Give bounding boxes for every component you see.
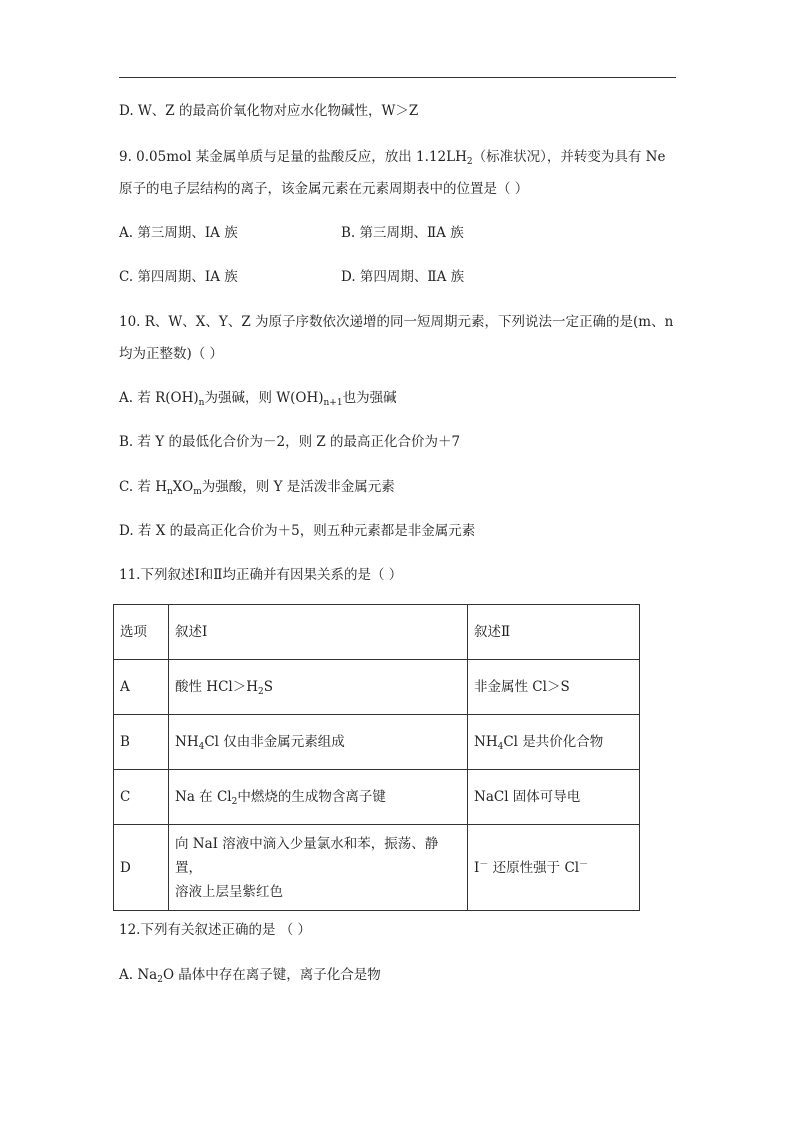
table-header-row [114,605,640,660]
q8-option-d: D. W、Z 的最高价氧化物对应水化物碱性，W＞Z [119,103,419,119]
table-row [114,825,640,911]
header-rule [119,77,676,78]
table-cell-statement-1: 向 NaI 溶液中滴入少量氯水和苯，振荡、静置， 溶液上层呈紫红色 [169,825,468,911]
table-cell-statement-2: I－ 还原性强于 Cl－ [468,825,640,911]
table-row [114,770,640,825]
q10-option-c: C. 若 $H_nXO_m$为强酸，则 Y 是活泼非金属元素 [119,479,395,497]
q12-stem: 12.下列有关叙述正确的是 （ ） [119,922,312,938]
q9-option-b: B. 第三周期、ⅡA 族 [341,225,464,241]
table-cell-option: D [114,825,169,911]
table-header-statement-1: 叙述Ⅰ [169,605,468,660]
q9-stem-line1: 9. 0.05mol 某金属单质与足量的盐酸反应，放出 $1.12LH_2$（标准状况），并转变为具有 Ne [119,149,666,167]
q9-option-d: D. 第四周期、ⅡA 族 [341,269,465,285]
q10-stem-line2: 均为正整数)（ ） [119,346,224,362]
table-cell-statement-1: Na 在 $Cl_2$中燃烧的生成物含离子键 [169,770,468,825]
table-cell-option: B [114,715,169,770]
table-cell-statement-2: 非金属性 Cl＞S [468,660,640,715]
q10-stem-line1: 10. R、W、X、Y、Z 为原子序数依次递增的同一短周期元素，下列说法一定正确的是(m、n [119,314,674,330]
table-cell-statement-1: $NH_4Cl$ 仅由非金属元素组成 [169,715,468,770]
q12-option-a: A. $Na_2O$ 晶体中存在离子键，离子化合是物 [119,967,381,985]
q9-stem-line2: 原子的电子层结构的离子，该金属元素在元素周期表中的位置是（ ） [119,181,529,197]
table-cell-option: A [114,660,169,715]
q11-table [113,604,640,911]
table-row [114,715,640,770]
q10-option-b: B. 若 Y 的最低化合价为－2，则 Z 的最高正化合价为＋7 [119,434,461,450]
q10-option-a: A. 若 $R(OH)_n$为强碱，则 $W(OH)_{n+1}$也为强碱 [119,390,397,408]
table-cell-statement-1: 酸性 $HCl>H_2S$ [169,660,468,715]
table-cell-option: C [114,770,169,825]
q9-option-a: A. 第三周期、ⅠA 族 [119,225,238,241]
table-header-option: 选项 [114,605,169,660]
table-cell-statement-2: NaCl 固体可导电 [468,770,640,825]
q10-option-d: D. 若 X 的最高正化合价为＋5，则五种元素都是非金属元素 [119,523,476,539]
table-cell-statement-2: $NH_4Cl$ 是共价化合物 [468,715,640,770]
table-row [114,660,640,715]
q9-option-c: C. 第四周期、ⅠA 族 [119,269,238,285]
q11-stem: 11.下列叙述Ⅰ和Ⅱ均正确并有因果关系的是（ ） [119,567,403,583]
table-header-statement-2: 叙述Ⅱ [468,605,640,660]
